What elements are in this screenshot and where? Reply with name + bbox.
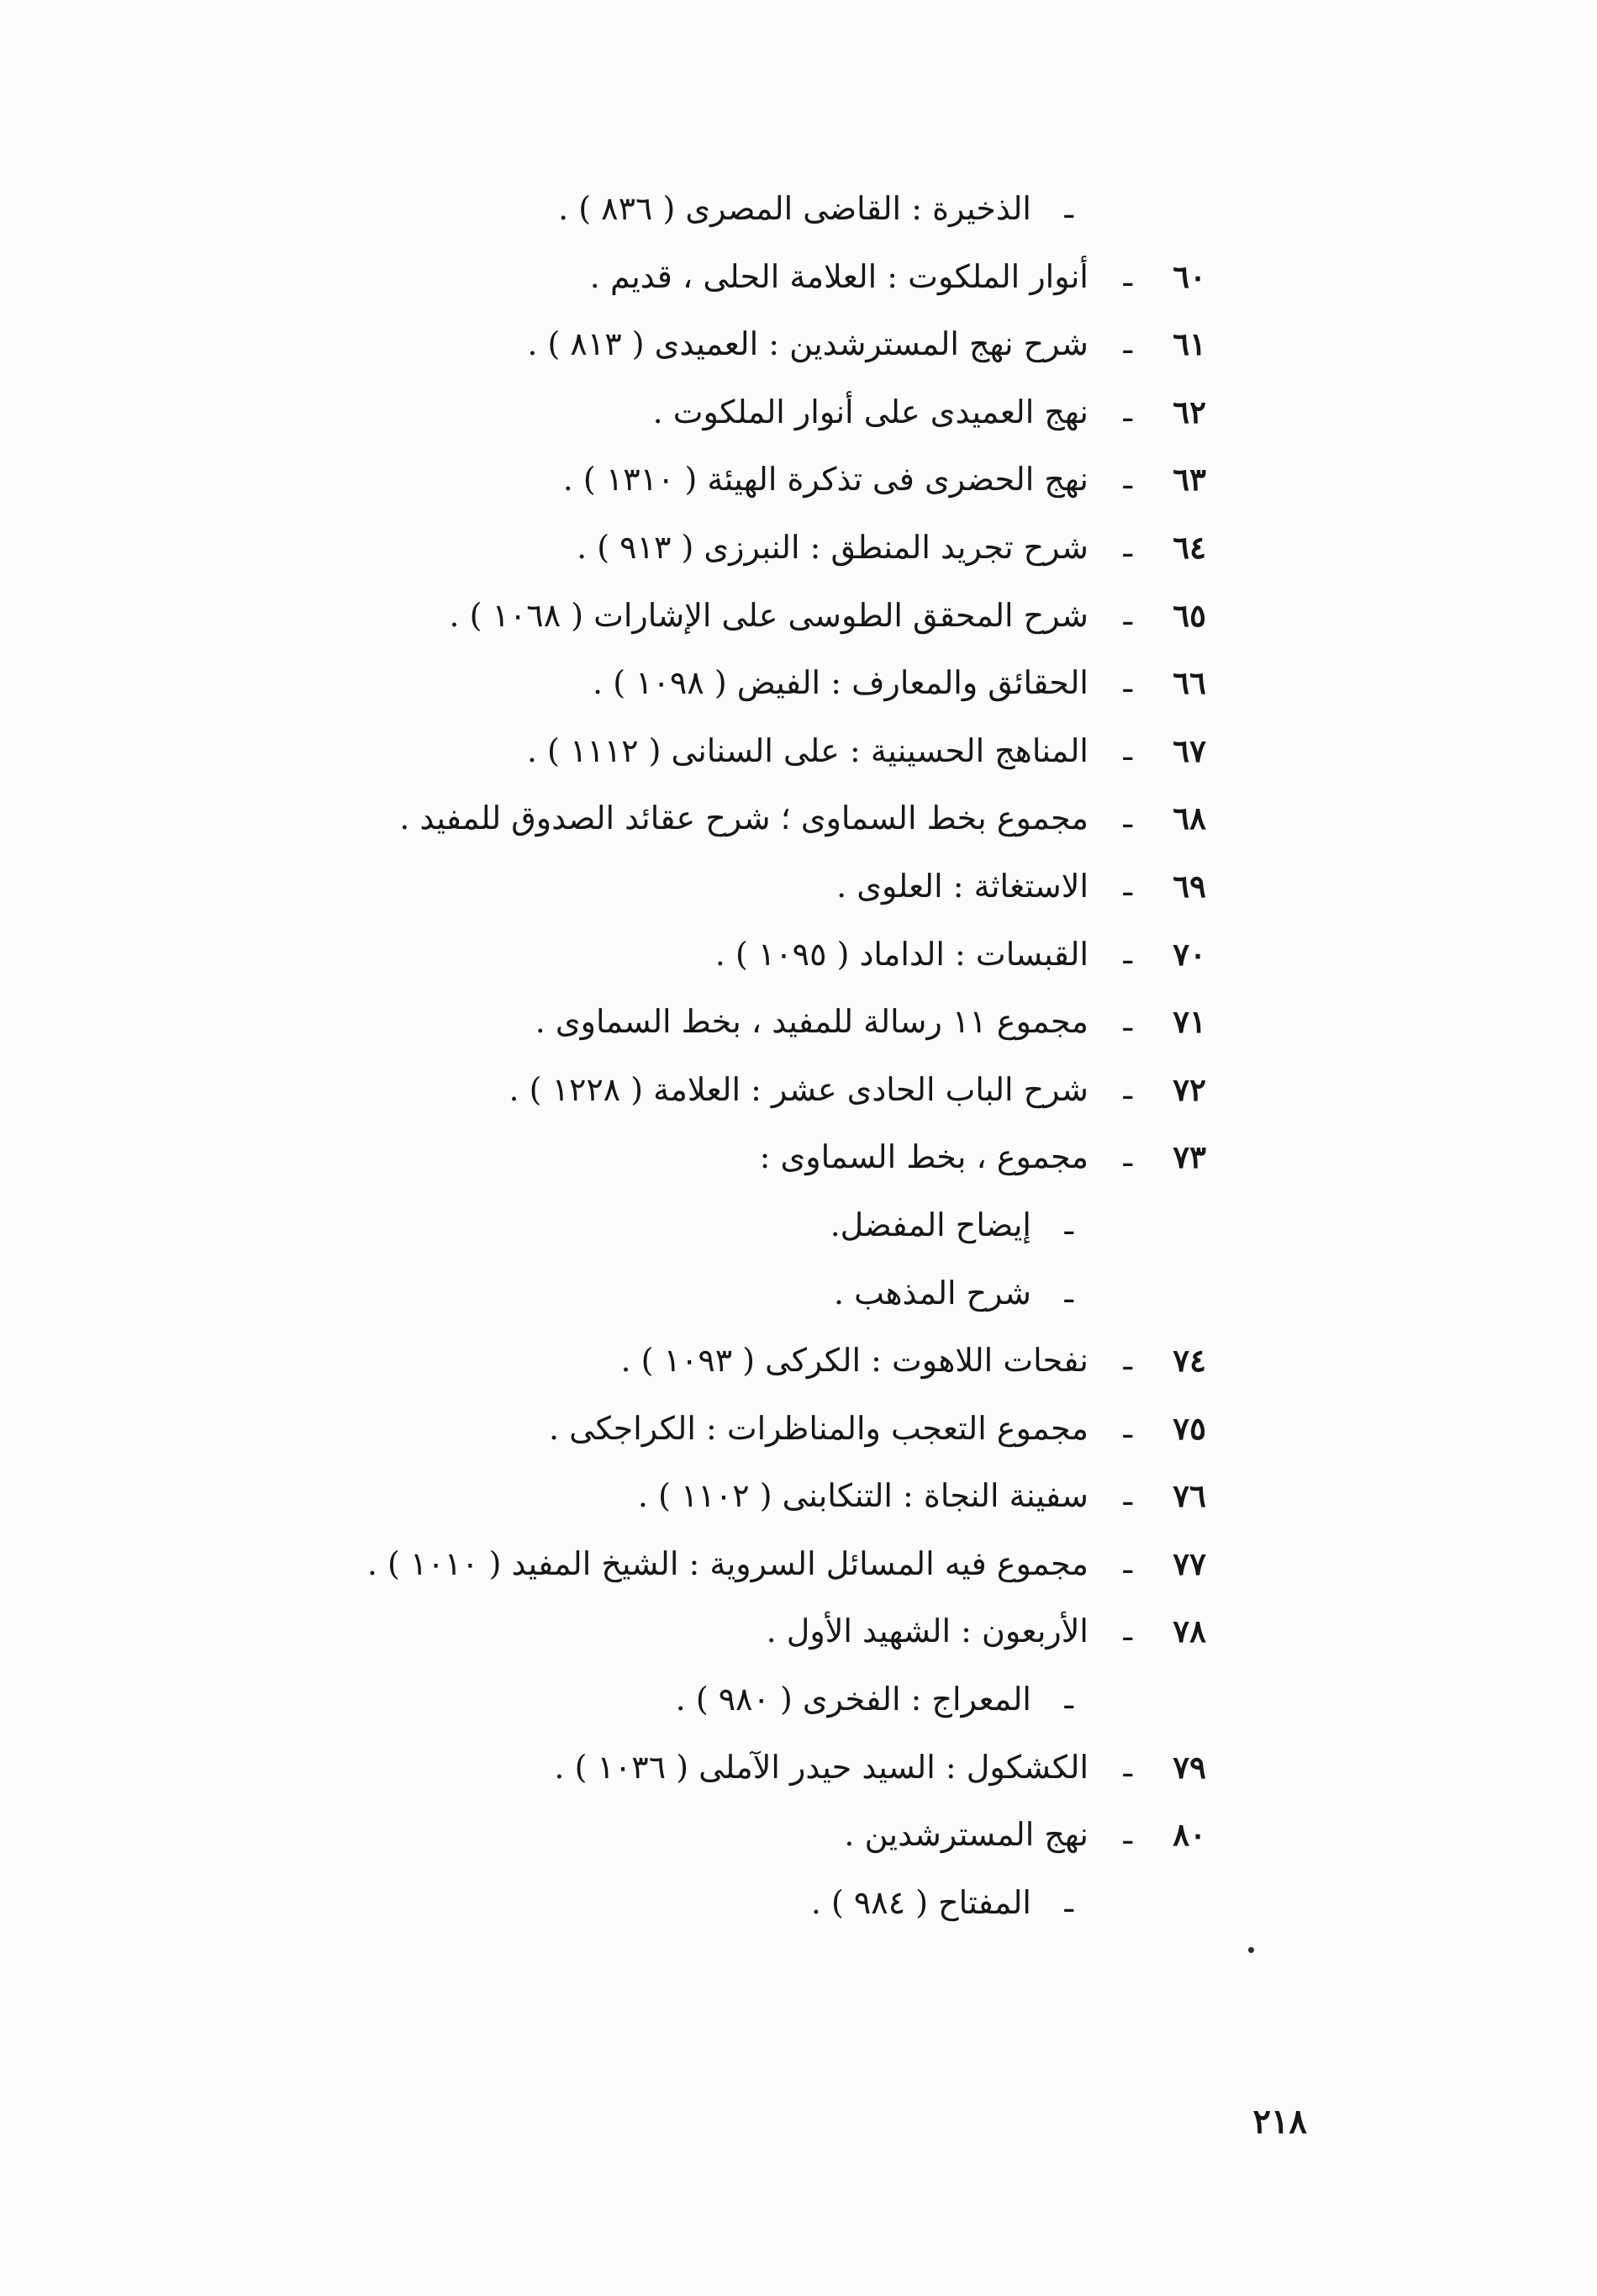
- entry-dash: ـ: [1123, 1545, 1132, 1581]
- entry-dash: ـ: [1123, 462, 1132, 497]
- entry-dash: ـ: [1123, 529, 1132, 564]
- entry-text: الكشكول : السيد حيدر الآملى ( ١٠٣٦ ) .: [554, 1748, 1088, 1786]
- entry-text: أنوار الملكوت : العلامة الحلى ، قديم .: [589, 257, 1088, 295]
- entry-number: ٦٠: [1173, 257, 1206, 295]
- page-number: ٢١٨: [1252, 2102, 1307, 2141]
- entry-text: شرح نهج المسترشدين : العميدى ( ٨١٣ ) .: [527, 325, 1088, 363]
- entry-text: مجموع التعجب والمناظرات : الكراجكى .: [548, 1409, 1088, 1447]
- entry-dash: ـ: [1123, 1749, 1132, 1784]
- entry-dash: ـ: [1123, 1410, 1132, 1445]
- entry-text: الذخيرة : القاضى المصرى ( ٨٣٦ ) .: [558, 190, 1031, 227]
- entry-number: ٧٣: [1173, 1138, 1206, 1176]
- entry-dash: ـ: [1123, 393, 1132, 429]
- list-item: [256, 1530, 1206, 1598]
- entry-dash: ـ: [1123, 1817, 1132, 1852]
- entry-text: الاستغاثة : العلوى .: [836, 867, 1088, 905]
- entry-number: ٧٤: [1173, 1342, 1206, 1380]
- entry-text: نهج الحضرى فى تذكرة الهيئة ( ١٣١٠ ) .: [562, 461, 1088, 499]
- entry-dash: ـ: [1123, 1613, 1132, 1649]
- entry-number: ٦٩: [1173, 867, 1206, 905]
- entry-text: مجموع فيه المسائل السروية : الشيخ المفيد ( ١٠١٠ ) .: [366, 1544, 1088, 1582]
- ink-speck: [1248, 1947, 1254, 1953]
- entry-dash: ـ: [1123, 732, 1132, 768]
- entry-number: ٦٤: [1173, 528, 1206, 566]
- list-item: [256, 1056, 1206, 1124]
- entry-number: ٧٩: [1173, 1748, 1206, 1786]
- entry-text: مجموع ، بخط السماوى :: [759, 1138, 1088, 1176]
- list-item: [256, 1734, 1206, 1802]
- entry-text: نهج العميدى على أنوار الملكوت .: [652, 393, 1088, 430]
- entry-dash: ـ: [1123, 800, 1132, 836]
- entry-number: ٧٨: [1173, 1612, 1206, 1650]
- entry-dash: ـ: [1123, 936, 1132, 971]
- entry-dash: ـ: [1123, 868, 1132, 903]
- entry-number: ٦١: [1173, 325, 1206, 363]
- entry-text: مجموع ١١ رسالة للمفيد ، بخط السماوى .: [535, 1003, 1088, 1041]
- entry-dash: ـ: [1123, 665, 1132, 700]
- entry-number: ٦٢: [1173, 393, 1206, 430]
- entry-text: الأربعون : الشهيد الأول .: [766, 1612, 1088, 1650]
- entry-text: مجموع بخط السماوى ؛ شرح عقائد الصدوق للمفيد .: [399, 800, 1088, 837]
- entry-text: سفينة النجاة : التنكابنى ( ١١٠٢ ) .: [637, 1477, 1088, 1515]
- entry-text: القبسات : الداماد ( ١٠٩٥ ) .: [714, 935, 1088, 973]
- entry-text: شرح الباب الحادى عشر : العلامة ( ١٢٢٨ ) .: [509, 1070, 1088, 1108]
- list-item: [256, 446, 1206, 514]
- entry-dash: ـ: [1123, 1478, 1132, 1513]
- list-item: [256, 852, 1206, 921]
- list-item: [256, 582, 1206, 650]
- list-item: [256, 243, 1206, 311]
- entry-dash: ـ: [1123, 1343, 1132, 1378]
- entry-dash: ـ: [1064, 191, 1073, 225]
- entry-dash: ـ: [1123, 326, 1132, 362]
- list-item: [256, 1327, 1206, 1395]
- entry-number: ٦٣: [1173, 461, 1206, 499]
- list-item: [256, 1462, 1206, 1530]
- entry-text: الحقائق والمعارف : الفيض ( ١٠٩٨ ) .: [593, 664, 1088, 702]
- entry-text: شرح المحقق الطوسى على الإشارات ( ١٠٦٨ ) .: [449, 596, 1088, 634]
- entry-number: ٦٥: [1173, 596, 1206, 634]
- list-item: [256, 378, 1206, 446]
- list-item: [256, 784, 1206, 852]
- list-item: [256, 1597, 1206, 1665]
- list-item: [256, 1801, 1206, 1869]
- entry-dash: ـ: [1064, 1275, 1073, 1310]
- list-item: [256, 310, 1206, 378]
- entry-number: ٦٨: [1173, 800, 1206, 837]
- entry-dash: ـ: [1064, 1206, 1073, 1242]
- list-item: [256, 1395, 1206, 1463]
- list-item: [256, 988, 1206, 1056]
- list-item: [256, 1259, 1206, 1327]
- entry-number: ٨٠: [1173, 1816, 1206, 1854]
- entry-dash: ـ: [1064, 1681, 1073, 1717]
- entry-text: المفتاح ( ٩٨٤ ) .: [810, 1883, 1031, 1921]
- entry-dash: ـ: [1123, 1004, 1132, 1039]
- entry-number: ٧٧: [1173, 1544, 1206, 1582]
- entry-dash: ـ: [1064, 1884, 1073, 1919]
- entry-text: إيضاح المفضل.: [830, 1206, 1031, 1243]
- entry-dash: ـ: [1123, 1139, 1132, 1174]
- entry-dash: ـ: [1123, 1071, 1132, 1106]
- entry-number: ٦٧: [1173, 731, 1206, 769]
- entry-number: ٧١: [1173, 1003, 1206, 1041]
- entry-number: ٧٢: [1173, 1070, 1206, 1108]
- list-item: [256, 649, 1206, 717]
- list-item: [256, 514, 1206, 582]
- entry-text: المعراج : الفخرى ( ٩٨٠ ) .: [675, 1681, 1031, 1718]
- list-item: [256, 921, 1206, 989]
- entry-number: ٧٦: [1173, 1477, 1206, 1515]
- list-item: [256, 1665, 1206, 1734]
- list-item: [256, 1123, 1206, 1191]
- list-item: [256, 1869, 1206, 1937]
- entry-number: ٧٥: [1173, 1409, 1206, 1447]
- entry-list: [256, 175, 1206, 1936]
- list-item: [256, 175, 1206, 243]
- entry-number: ٧٠: [1173, 935, 1206, 973]
- list-item: [256, 1191, 1206, 1259]
- entry-text: شرح تجريد المنطق : النبرزى ( ٩١٣ ) .: [577, 528, 1088, 566]
- entry-dash: ـ: [1123, 258, 1132, 293]
- list-item: [256, 717, 1206, 785]
- entry-text: شرح المذهب .: [834, 1274, 1031, 1312]
- entry-text: نهج المسترشدين .: [844, 1816, 1088, 1854]
- entry-text: المناهج الحسينية : على السنانى ( ١١١٢ ) .: [526, 731, 1088, 769]
- entry-text: نفحات اللاهوت : الكركى ( ١٠٩٣ ) .: [620, 1342, 1088, 1380]
- entry-dash: ـ: [1123, 597, 1132, 632]
- entry-number: ٦٦: [1173, 664, 1206, 702]
